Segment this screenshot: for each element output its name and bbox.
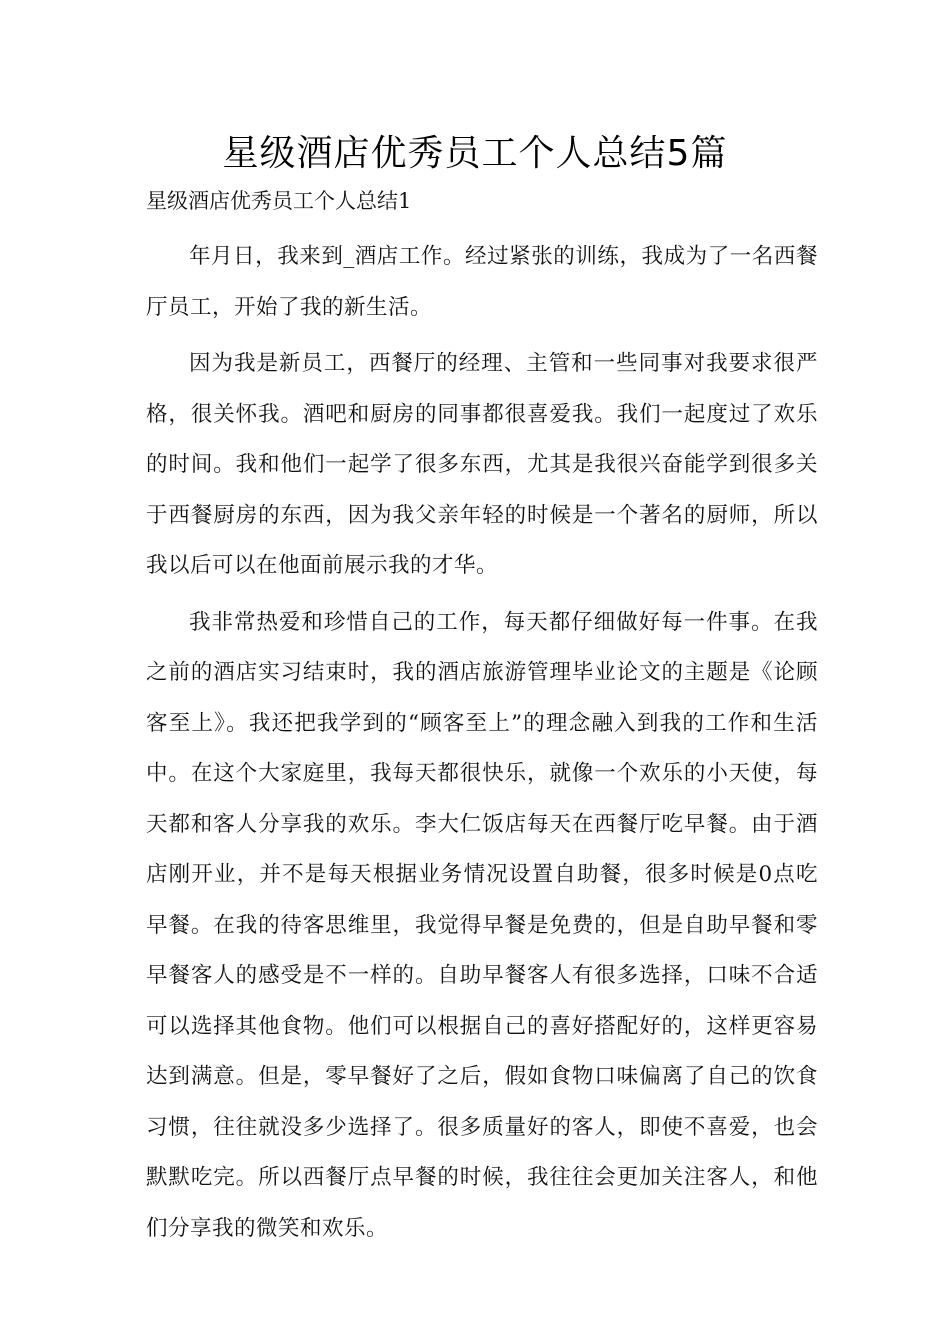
document-title: 星级酒店优秀员工个人总结5篇	[222, 133, 728, 174]
paragraph-3: 我非常热爱和珍惜自己的工作，每天都仔细做好每一件事。在我之前的酒店实习结束时，我的酒店旅游管理毕业论文的主题是《论顾客至上》。我还把我学到的“顾客至上”的理念融入到我的工作和生活中。在这个大家庭里，我每天都很快乐，就像一个欢乐的小天使，每天都和客人分享我的欢乐。李大仁饭店每天在西餐厅吃早餐。由于酒店刚开业，并不是每天根据业务情况设置自助餐，很多时候是0点吃早餐。在我的待客思维里，我觉得早餐是免费的，但是自助早餐和零早餐客人的感受是不一样的。自助早餐客人有很多选择，口味不合适可以选择其他食物。他们可以根据自己的喜好搭配好的，这样更容易达到满意。但是，零早餐好了之后，假如食物口味偏离了自己的饮食习惯，往往就没多少选择了。很多质量好的客人，即使不喜爱，也会默默吃完。所以西餐厅点早餐的时候，我往往会更加关注客人，和他们分享我的微笑和欢乐。	[146, 609, 818, 1241]
paragraph-2: 因为我是新员工，西餐厅的经理、主管和一些同事对我要求很严格，很关怀我。酒吧和厨房的同事都很喜爱我。我们一起度过了欢乐的时间。我和他们一起学了很多东西，尤其是我很兴奋能学到很多关于西餐厨房的东西，因为我父亲年轻的时候是一个著名的厨师，所以我以后可以在他面前展示我的才华。	[146, 351, 818, 578]
document-body	[146, 232, 818, 1260]
paragraph-1: 年月日，我来到_酒店工作。经过紧张的训练，我成为了一名西餐厅员工，开始了我的新生活。	[146, 244, 818, 320]
section-heading: 星级酒店优秀员工个人总结1	[146, 189, 412, 213]
